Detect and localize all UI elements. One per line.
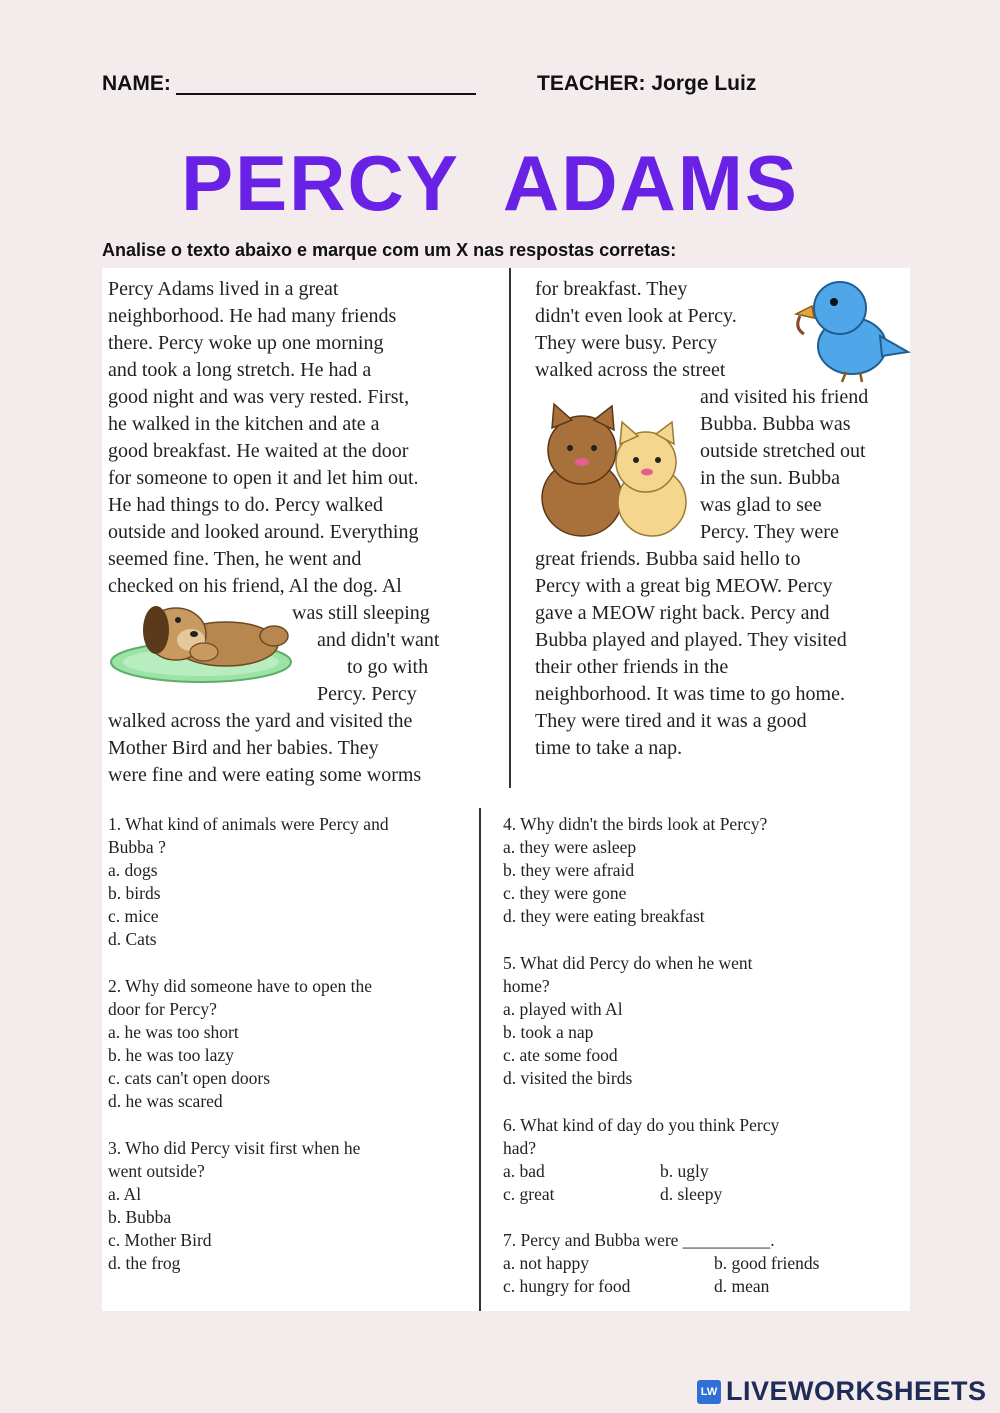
story-line: there. Percy woke up one morning xyxy=(108,332,384,354)
answer-option[interactable]: a. dogs xyxy=(108,860,158,880)
answer-option[interactable]: d. mean xyxy=(714,1276,770,1296)
answer-option[interactable]: b. took a nap xyxy=(503,1022,594,1042)
answer-option[interactable]: d. they were eating breakfast xyxy=(503,906,705,926)
story-column-divider xyxy=(509,268,511,788)
question-3-text: went outside? xyxy=(108,1161,205,1181)
story-line: Percy. Percy xyxy=(317,683,417,705)
name-input-line[interactable] xyxy=(176,93,476,95)
liveworksheets-logo xyxy=(697,1376,992,1410)
story-line: and took a long stretch. He had a xyxy=(108,359,372,381)
worksheet-sheet xyxy=(102,268,910,1311)
story-line: and visited his friend xyxy=(700,386,869,408)
teacher-label: TEACHER: Jorge Luiz xyxy=(537,72,757,95)
story-line: for someone to open it and let him out. xyxy=(108,467,419,489)
story-line: seemed fine. Then, he went and xyxy=(108,548,362,570)
story-line: They were busy. Percy xyxy=(535,332,717,354)
name-label: NAME: xyxy=(102,72,171,95)
answer-option[interactable]: a. they were asleep xyxy=(503,837,637,857)
answer-option[interactable]: c. mice xyxy=(108,906,159,926)
story-line: for breakfast. They xyxy=(535,278,688,300)
answer-option[interactable]: c. great xyxy=(503,1184,555,1204)
answer-option[interactable]: c. hungry for food xyxy=(503,1276,631,1296)
answer-option[interactable]: b. he was too lazy xyxy=(108,1045,234,1065)
story-line: neighborhood. It was time to go home. xyxy=(535,683,845,705)
answer-option[interactable]: b. ugly xyxy=(660,1161,709,1181)
cats-illustration xyxy=(534,398,704,538)
question-4-text: 4. Why didn't the birds look at Percy? xyxy=(503,814,768,834)
story-line: gave a MEOW right back. Percy and xyxy=(535,602,830,624)
question-5-text: home? xyxy=(503,976,550,996)
question-6-text: had? xyxy=(503,1138,537,1158)
story-line: outside stretched out xyxy=(700,440,866,462)
story-line: good breakfast. He waited at the door xyxy=(108,440,409,462)
story-line: Percy. They were xyxy=(700,521,839,543)
story-line: Mother Bird and her babies. They xyxy=(108,737,379,759)
question-3-text: 3. Who did Percy visit first when he xyxy=(108,1138,361,1158)
answer-option[interactable]: a. played with Al xyxy=(503,999,623,1019)
story-line: time to take a nap. xyxy=(535,737,683,759)
story-line: He had things to do. Percy walked xyxy=(108,494,383,516)
answer-option[interactable]: b. good friends xyxy=(714,1253,820,1273)
answer-option[interactable]: b. they were afraid xyxy=(503,860,635,880)
questions-column-divider xyxy=(479,808,481,1311)
story-line: Percy with a great big MEOW. Percy xyxy=(535,575,833,597)
story-line: and didn't want xyxy=(317,629,440,651)
story-line: Bubba. Bubba was xyxy=(700,413,851,435)
answer-option[interactable]: a. bad xyxy=(503,1161,545,1181)
answer-option[interactable]: b. Bubba xyxy=(108,1207,172,1227)
blue-bird-illustration xyxy=(790,274,912,386)
question-5-text: 5. What did Percy do when he went xyxy=(503,953,753,973)
story-line: was glad to see xyxy=(700,494,822,516)
story-line: their other friends in the xyxy=(535,656,729,678)
answer-option[interactable]: c. Mother Bird xyxy=(108,1230,212,1250)
sleeping-dog-illustration xyxy=(106,594,296,686)
story-line: good night and was very rested. First, xyxy=(108,386,410,408)
answer-option[interactable]: d. visited the birds xyxy=(503,1068,633,1088)
story-line: walked across the street xyxy=(535,359,726,381)
instruction-text: Analise o texto abaixo e marque com um X nas respostas corretas: xyxy=(102,240,677,260)
answer-option[interactable]: d. the frog xyxy=(108,1253,181,1273)
answer-option[interactable]: c. they were gone xyxy=(503,883,627,903)
story-line: he walked in the kitchen and ate a xyxy=(108,413,380,435)
answer-option[interactable]: d. sleepy xyxy=(660,1184,723,1204)
story-line: outside and looked around. Everything xyxy=(108,521,419,543)
story-line: great friends. Bubba said hello to xyxy=(535,548,801,570)
answer-option[interactable]: d. he was scared xyxy=(108,1091,223,1111)
story-line: They were tired and it was a good xyxy=(535,710,807,732)
logo-icon: LW xyxy=(697,1380,721,1404)
question-6-text: 6. What kind of day do you think Percy xyxy=(503,1115,780,1135)
story-line: Percy Adams lived in a great xyxy=(108,278,339,300)
story-line: didn't even look at Percy. xyxy=(535,305,737,327)
answer-option[interactable]: a. not happy xyxy=(503,1253,590,1273)
worksheet-title: PERCY ADAMS xyxy=(181,139,799,227)
story-line: was still sleeping xyxy=(292,602,430,624)
answer-option[interactable]: c. cats can't open doors xyxy=(108,1068,271,1088)
story-line: walked across the yard and visited the xyxy=(108,710,413,732)
answer-option[interactable]: b. birds xyxy=(108,883,161,903)
question-2-text: door for Percy? xyxy=(108,999,217,1019)
story-line: neighborhood. He had many friends xyxy=(108,305,397,327)
answer-option[interactable]: a. he was too short xyxy=(108,1022,239,1042)
answer-option[interactable]: d. Cats xyxy=(108,929,157,949)
question-7-text: 7. Percy and Bubba were __________. xyxy=(503,1230,775,1250)
question-1-text: Bubba ? xyxy=(108,837,166,857)
answer-option[interactable]: c. ate some food xyxy=(503,1045,618,1065)
answer-option[interactable]: a. Al xyxy=(108,1184,142,1204)
story-line: checked on his friend, Al the dog. Al xyxy=(108,575,402,597)
logo-text: LIVEWORKSHEETS xyxy=(726,1376,987,1406)
question-2-text: 2. Why did someone have to open the xyxy=(108,976,373,996)
question-1-text: 1. What kind of animals were Percy and xyxy=(108,814,389,834)
story-line: in the sun. Bubba xyxy=(700,467,840,489)
story-line: Bubba played and played. They visited xyxy=(535,629,847,651)
story-line: were fine and were eating some worms xyxy=(108,764,422,786)
story-line: to go with xyxy=(347,656,429,678)
